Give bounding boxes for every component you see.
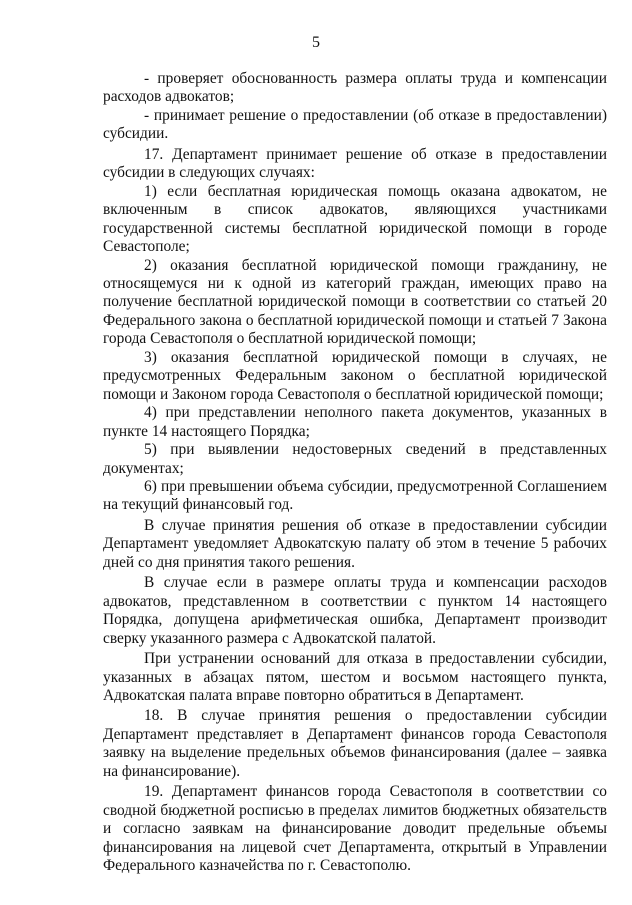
paragraph: 17. Департамент принимает решение об отказе в предоставлении субсидии в следующих случаях: bbox=[103, 145, 607, 182]
paragraph: В случае принятия решения об отказе в предоставлении субсидии Департамент уведомляет Адвокатскую палату об этом в течение 5 рабочих дней со дня принятия такого решения. bbox=[103, 516, 607, 571]
paragraph: 18. В случае принятия решения о предоставлении субсидии Департамент представляет в Департамент финансов города Севастополя заявку на выделение предельных объемов финансирования (далее – заявка на финансирование). bbox=[103, 707, 607, 780]
paragraph: 1) если бесплатная юридическая помощь оказана адвокатом, не включенным в список адвокатов, являющихся участниками государственной системы бесплатной юридической помощи в городе Севастополе; bbox=[103, 182, 607, 256]
paragraph: 19. Департамент финансов города Севастополя в соответствии со сводной бюджетной росписью в пределах лимитов бюджетных обязательств и согласно заявкам на финансирование доводит предельные объемы финансирования на лицевой счет Департамента, открытый в Управлении Федерального казначейства по г. Севастополю. bbox=[103, 783, 607, 875]
paragraph: При устранении оснований для отказа в предоставлении субсидии, указанных в абзацах пятом, шестом и восьмом настоящего пункта, Адвокатская палата вправе повторно обратиться в Департамент. bbox=[103, 650, 607, 704]
paragraph: 4) при представлении неполного пакета документов, указанных в пункте 14 настоящего Порядка; bbox=[103, 404, 607, 440]
paragraph: - проверяет обоснованность размера оплаты труда и компенсации расходов адвокатов; bbox=[103, 70, 607, 106]
paragraph: 2) оказания бесплатной юридической помощи гражданину, не относящемуся ни к одной из категорий граждан, имеющих право на получение бесплатной юридической помощи в соответствии со статьей 20 Федерального закона о бесплатной юридической помощи и статьей 7 Закона города Севастополя о бесплатной юридической помощи; bbox=[103, 256, 607, 348]
paragraph: 3) оказания бесплатной юридической помощи в случаях, не предусмотренных Федеральным законом о бесплатной юридической помощи и Законом города Севастополя о бесплатной юридической помощи; bbox=[103, 348, 607, 403]
page-number: 5 bbox=[312, 34, 320, 51]
paragraph: 5) при выявлении недостоверных сведений в представленных документах; bbox=[103, 441, 607, 477]
paragraph: В случае если в размере оплаты труда и компенсации расходов адвокатов, представленном в соответствии с пунктом 14 настоящего Порядка, допущена арифметическая ошибка, Департамент производит сверку указанного размера с Адвокатской палатой. bbox=[103, 574, 607, 647]
document-body bbox=[103, 70, 607, 875]
paragraph: 6) при превышении объема субсидии, предусмотренной Соглашением на текущий финансовый год. bbox=[103, 477, 607, 514]
paragraph: - принимает решение о предоставлении (об отказе в предоставлении) субсидии. bbox=[103, 106, 607, 143]
